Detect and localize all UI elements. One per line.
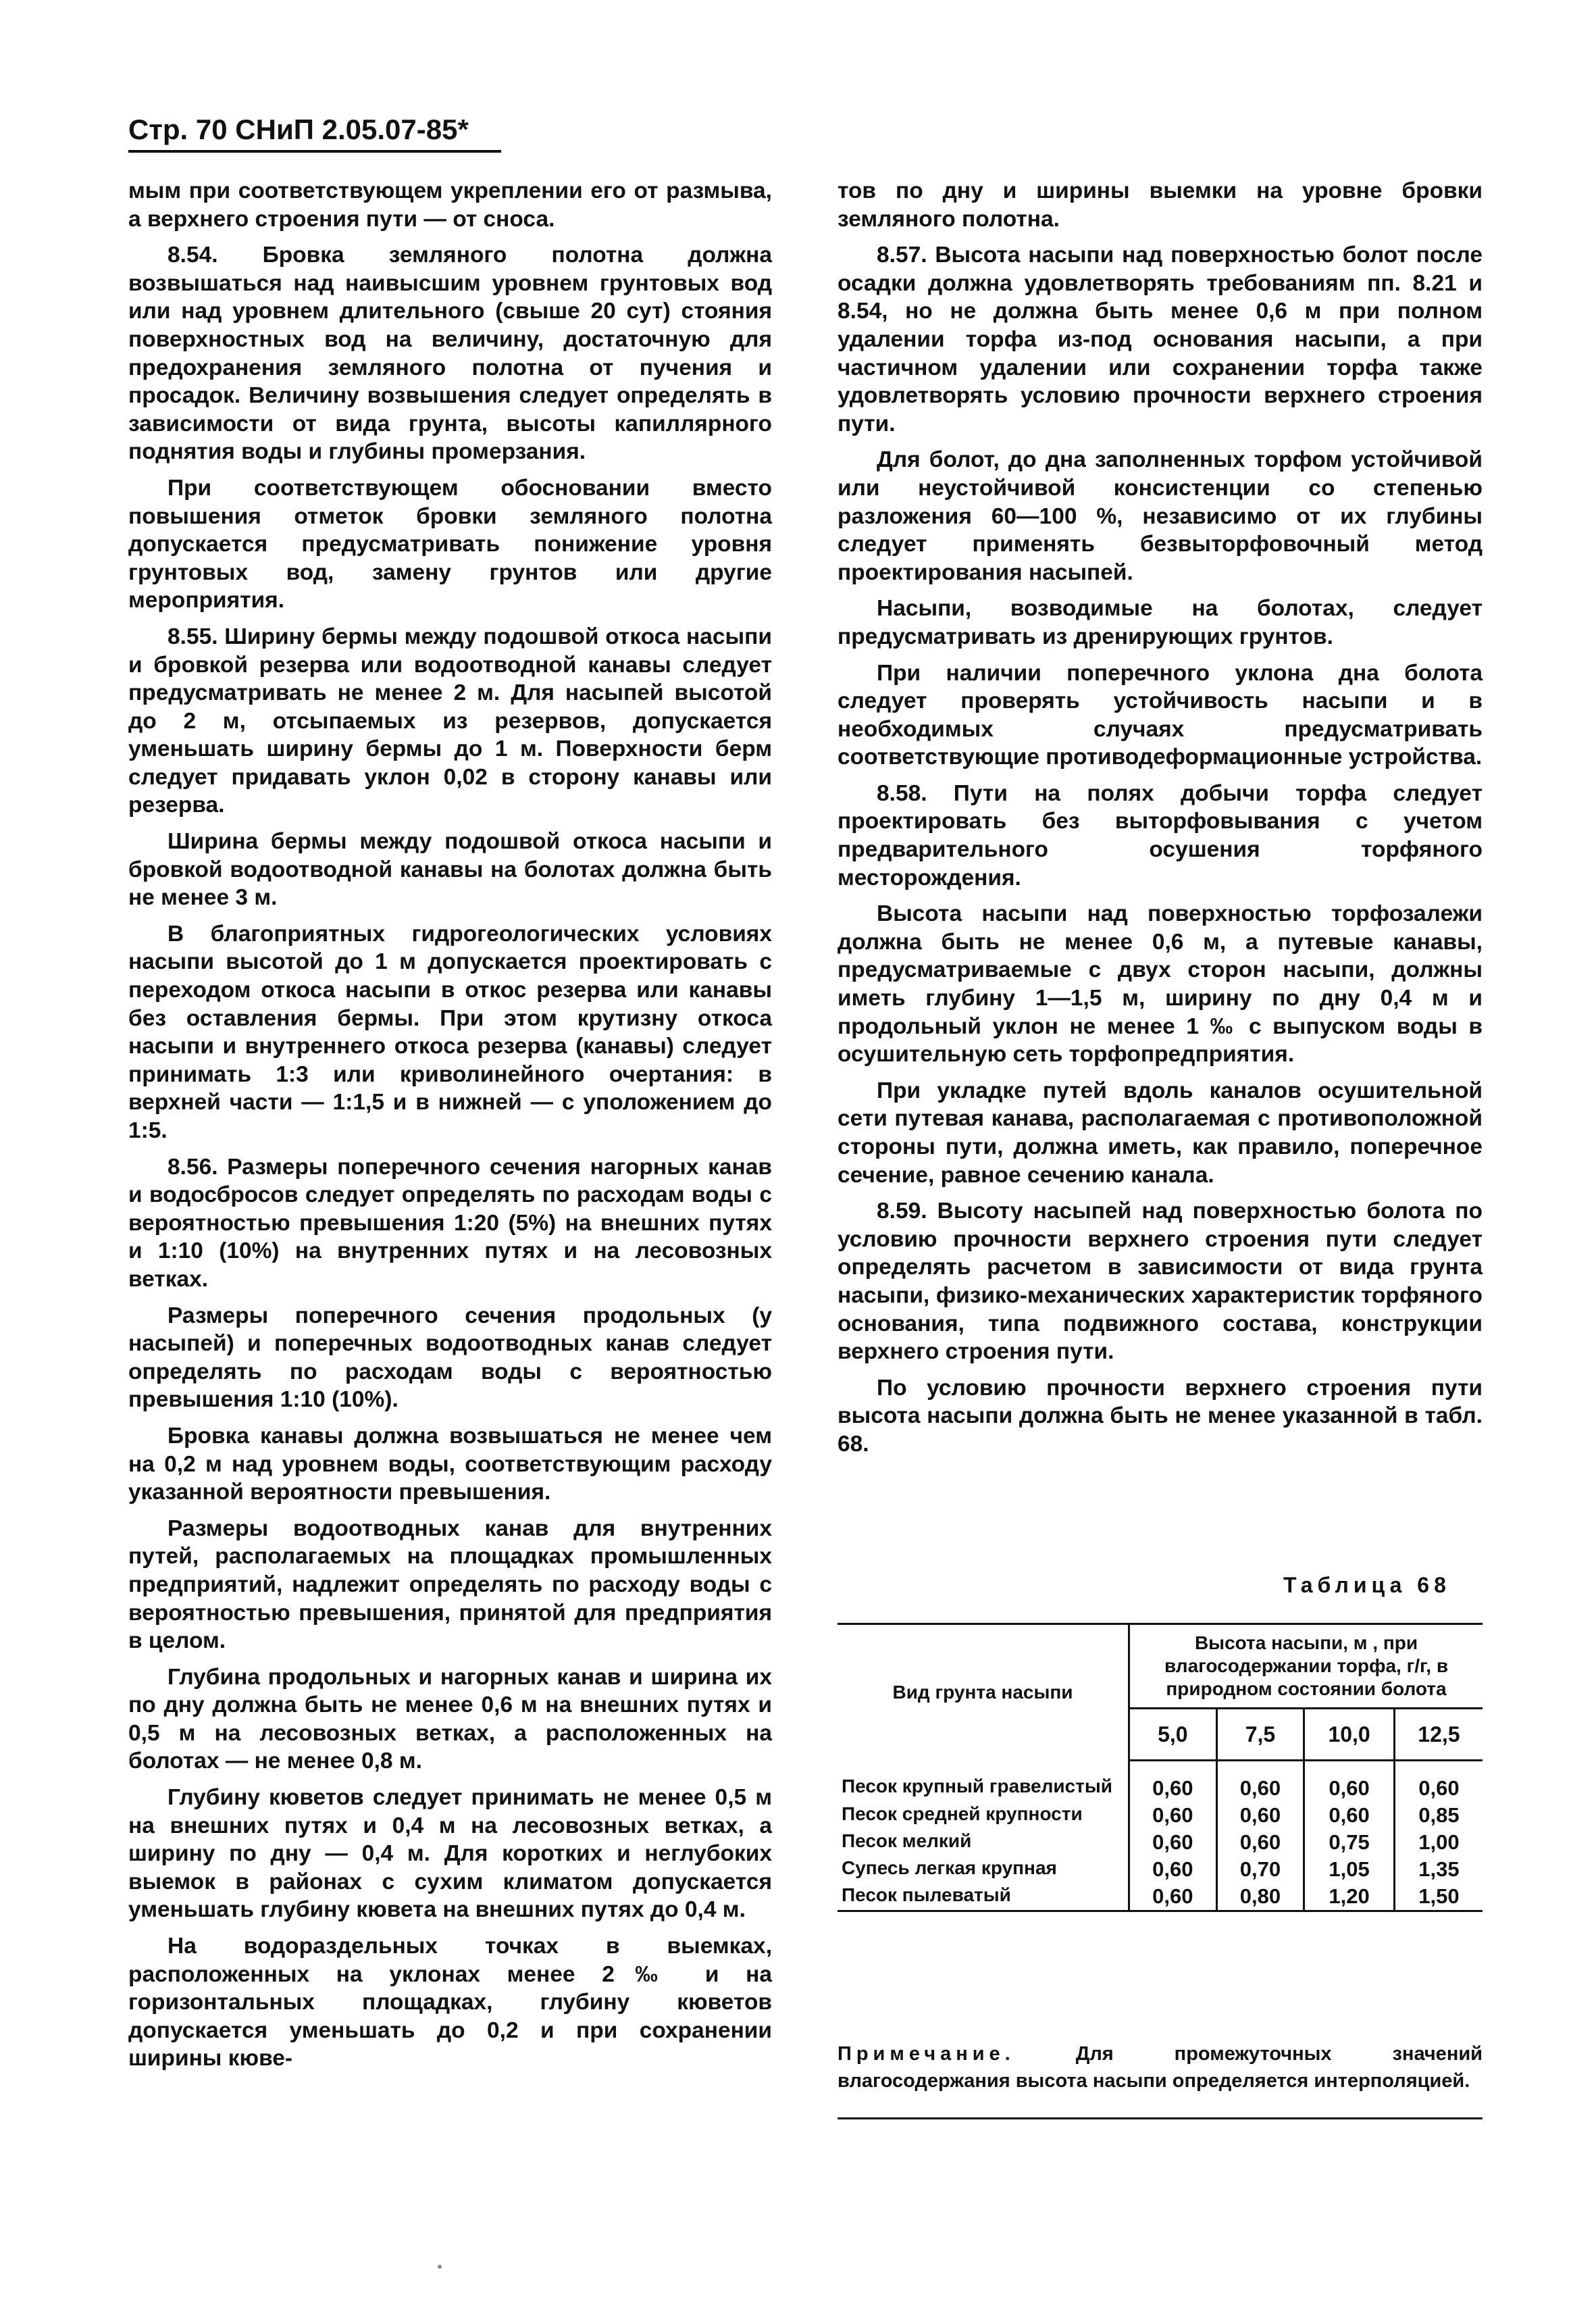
page-header: Стр. 70 СНиП 2.05.07-85* xyxy=(128,114,469,145)
table-row xyxy=(838,1761,1483,1803)
paragraph: 8.56. Размеры поперечного сечения нагорных канав и водосбросов следует определять по расходам воды с вероятностью превышения 1:20 (5%) на внешних путях и 1:10 (10%) на внутренних путях и на лесовозных ветках. xyxy=(128,1154,772,1292)
paragraph: В благоприятных гидрогеологических условиях насыпи высотой до 1 м допускается проектировать с переходом откоса насыпи в откос резерва или канавы без оставления бермы. При этом крутизну откоса насыпи и внутреннего откоса резерва (канавы) следует принимать 1:3 или криволинейного очертания: в верхней части — 1:1,5 и в нижней — с уположением до 1:5. xyxy=(128,921,772,1143)
paragraph: При наличии поперечного уклона дна болота следует проверять устойчивость насыпи и в необходимых случаях предусматривать соответствующие противодеформационные устройства. xyxy=(838,660,1483,770)
right-column xyxy=(838,177,1483,1467)
height-value: 0,60 xyxy=(1216,1802,1304,1829)
note-label: Примечание. xyxy=(838,2043,1015,2065)
paragraph: Размеры водоотводных канав для внутренних путей, располагаемых на площадках промышленных предприятий, надлежит определять по расходу воды с вероятностью превышения, принятой для предприятия в целом. xyxy=(128,1515,772,1654)
table-68 xyxy=(838,1623,1483,1912)
height-value: 0,60 xyxy=(1129,1829,1217,1856)
paragraph: Глубину кюветов следует принимать не менее 0,5 м на внешних путях и 0,4 м на лесовозных ветках, а ширину по дну — 0,4 м. Для коротких и неглубоких выемок в районах с сухим климатом допускается уменьшать глубину кювета на внешних путях до 0,4 м. xyxy=(128,1785,772,1923)
height-value: 0,60 xyxy=(1129,1856,1217,1883)
height-value: 1,35 xyxy=(1394,1856,1483,1883)
scan-speck xyxy=(438,2265,442,2269)
paragraph: Размеры поперечного сечения продольных (у насыпей) и поперечных водоотводных канав следует определять по расходам воды с вероятностью превышения 1:10 (10%). xyxy=(128,1303,772,1413)
table-note xyxy=(838,2040,1483,2094)
moisture-header: 10,0 xyxy=(1304,1709,1395,1761)
paragraph: 8.58. Пути на полях добычи торфа следует проектировать без выторфовывания с учетом предварительного осушения торфяного месторождения. xyxy=(838,780,1483,890)
paragraph: 8.54. Бровка земляного полотна должна возвышаться над наивысшим уровнем грунтовых вод или над уровнем длительного (свыше 20 сут) стояния поверхностных вод на величину, достаточную для предохранения земляного полотна от пучения и просадок. Величину возвышения следует определять в зависимости от вида грунта, высоты капиллярного поднятия воды и глубины промерзания. xyxy=(128,243,772,465)
soil-name: Супесь легкая крупная xyxy=(842,1857,1057,1878)
table-row xyxy=(838,1829,1483,1856)
height-value: 1,05 xyxy=(1304,1856,1395,1883)
height-value: 0,85 xyxy=(1394,1802,1483,1829)
soil-name: Песок крупный гравелистый xyxy=(842,1775,1113,1796)
paragraph: тов по дну и ширины выемки на уровне бровки земляного полотна. xyxy=(838,178,1483,232)
paragraph: Ширина бермы между подошвой откоса насыпи и бровкой водоотводной канавы на болотах должна быть не менее 3 м. xyxy=(128,829,772,911)
height-value: 0,60 xyxy=(1216,1829,1304,1856)
paragraph: При соответствующем обосновании вместо повышения отметок бровки земляного полотна допускается предусматривать понижение уровня грунтовых вод, замену грунтов или другие мероприятия. xyxy=(128,475,772,613)
paragraph: Высота насыпи над поверхностью торфозалежи должна быть не менее 0,6 м, а путевые канавы, предусматриваемые с двух сторон насыпи, должны иметь глубину 1—1,5 м, ширину по дну 0,4 м и продольный уклон не менее 1 ‰ с выпуском воды в осушительную сеть торфопредприятия. xyxy=(838,901,1483,1067)
height-value: 0,60 xyxy=(1129,1802,1217,1829)
height-value: 0,60 xyxy=(1129,1883,1217,1911)
height-value: 1,20 xyxy=(1304,1883,1395,1911)
height-value: 0,75 xyxy=(1304,1829,1395,1856)
paragraph: По условию прочности верхнего строения пути высота насыпи должна быть не менее указанной в табл. 68. xyxy=(838,1375,1483,1457)
column-header-height: Высота насыпи, м , при влагосодержании торфа, г/г, в природном состоянии болота xyxy=(1129,1624,1483,1709)
paragraph: 8.57. Высота насыпи над поверхностью болот после осадки должна удовлетворять требованиям пп. 8.21 и 8.54, но не должна быть менее 0,6 м при полном удалении торфа из-под основания насыпи, а при частичном удалении или сохранении торфа также удовлетворять условию прочности верхнего строения пути. xyxy=(838,243,1483,436)
paragraph: На водораздельных точках в выемках, расположенных на уклонах менее 2‰ и на горизонтальных площадках, глубину кюветов допускается уменьшать до 0,2 и при сохранении ширины кюве- xyxy=(128,1934,772,2071)
height-value: 0,60 xyxy=(1304,1761,1395,1803)
height-value: 1,00 xyxy=(1394,1829,1483,1856)
height-value: 0,60 xyxy=(1394,1761,1483,1803)
height-value: 1,50 xyxy=(1394,1883,1483,1911)
soil-name: Песок мелкий xyxy=(842,1830,972,1851)
height-value: 0,80 xyxy=(1216,1883,1304,1911)
table-row xyxy=(838,1856,1483,1883)
column-header-soil: Вид грунта насыпи xyxy=(892,1682,1073,1703)
moisture-header: 5,0 xyxy=(1129,1709,1217,1761)
moisture-header: 12,5 xyxy=(1394,1709,1483,1761)
paragraph: Насыпи, возводимые на болотах, следует предусматривать из дренирующих грунтов. xyxy=(838,596,1483,649)
paragraph: Для болот, до дна заполненных торфом устойчивой или неустойчивой консистенции со степенью разложения 60—100 %, независимо от их глубины следует применять безвыторфовочный метод проектирования насыпей. xyxy=(838,447,1483,585)
paragraph: 8.55. Ширину бермы между подошвой откоса насыпи и бровкой резерва или водоотводной канавы следует предусматривать не менее 2 м. Для насыпей высотой до 2 м, отсыпаемых из резервов, допускается уменьшать ширину бермы до 1 м. Поверхности берм следует придавать уклон 0,02 в сторону канавы или резерва. xyxy=(128,624,772,818)
table-row xyxy=(838,1883,1483,1911)
soil-name: Песок пылеватый xyxy=(838,1883,1129,1911)
height-value: 0,70 xyxy=(1216,1856,1304,1883)
height-value: 0,60 xyxy=(1304,1802,1395,1829)
table-caption: Таблица 68 xyxy=(1283,1573,1451,1597)
paragraph: 8.59. Высоту насыпей над поверхностью болота по условию прочности верхнего строения пути следует определять расчетом в зависимости от вида грунта насыпи, физико-механических характеристик торфяного основания, типа подвижного состава, конструкции верхнего строения пути. xyxy=(838,1199,1483,1365)
left-column xyxy=(128,177,772,2081)
paragraph: Глубина продольных и нагорных канав и ширина их по дну должна быть не менее 0,6 м на внешних путях и 0,5 м на лесовозных ветках, а расположенных на болотах — не менее 0,8 м. xyxy=(128,1664,772,1774)
note-text: Для промежуточных значений влагосодержания высота насыпи определяется интерполяцией. xyxy=(838,2043,1483,2092)
paragraph: При укладке путей вдоль каналов осушительной сети путевая канава, располагаемая с противоположной стороны пути, должна иметь, как правило, поперечное сечение, равное сечению канала. xyxy=(838,1078,1483,1188)
header-underline xyxy=(128,150,501,153)
table-row xyxy=(838,1802,1483,1829)
height-value: 0,60 xyxy=(1216,1761,1304,1803)
soil-name: Песок средней крупности xyxy=(842,1803,1083,1824)
paragraph: Бровка канавы должна возвышаться не менее чем на 0,2 м над уровнем воды, соответствующим расходу указанной вероятности превышения. xyxy=(128,1423,772,1505)
height-value: 0,60 xyxy=(1129,1761,1217,1803)
paragraph: мым при соответствующем укреплении его от размыва, а верхнего строения пути — от сноса. xyxy=(128,178,772,232)
moisture-header: 7,5 xyxy=(1216,1709,1304,1761)
note-divider xyxy=(838,2117,1483,2119)
